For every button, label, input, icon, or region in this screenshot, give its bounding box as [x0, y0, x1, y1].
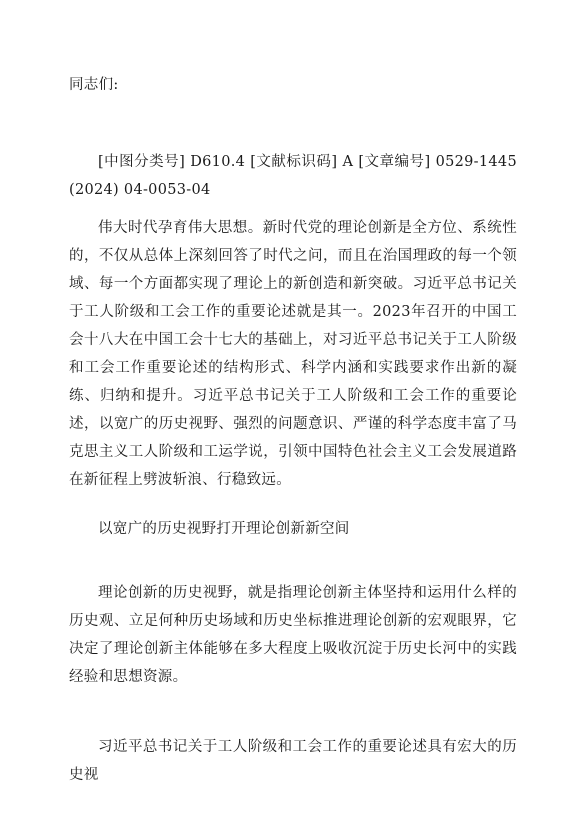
salutation: 同志们:: [69, 77, 119, 93]
body-paragraph: 习近平总书记关于工人阶级和工会工作的重要论述具有宏大的历史视: [69, 739, 517, 783]
section-heading: 以宽广的历史视野打开理论创新新空间: [98, 521, 350, 537]
body-paragraph: 理论创新的历史视野，就是指理论创新主体坚持和运用什么样的历史观、立足何种历史场域和历史坐标推进理论创新的宏观眼界，它决定了理论创新主体能够在多大程度上吸收沉淀于历史长河中的实践经验和思想资源。: [69, 585, 517, 685]
classification-line: [中图分类号] D610.4 [文献标识码] A [文章编号] 0529-1445 (2024) 04-0053-04: [69, 154, 517, 198]
body-paragraph: 伟大时代孕育伟大思想。新时代党的理论创新是全方位、系统性的，不仅从总体上深刻回答了时代之问，而且在治国理政的每一个领域、每一个方面都实现了理论上的新创造和新突破。习近平总书记关于工人阶级和工会工作的重要论述就是其一。2023年召开的中国工会十八大在中国工会十七大的基础上，对习近平总书记关于工人阶级和工会工作重要论述的结构形式、科学内涵和实践要求作出新的凝练、归纳和提升。习近平总书记关于工人阶级和工会工作的重要论述，以宽广的历史视野、强烈的问题意识、严谨的科学态度丰富了马克思主义工人阶级和工运学说，引领中国特色社会主义工会发展道路在新征程上劈波斩浪、行稳致远。: [69, 220, 517, 488]
